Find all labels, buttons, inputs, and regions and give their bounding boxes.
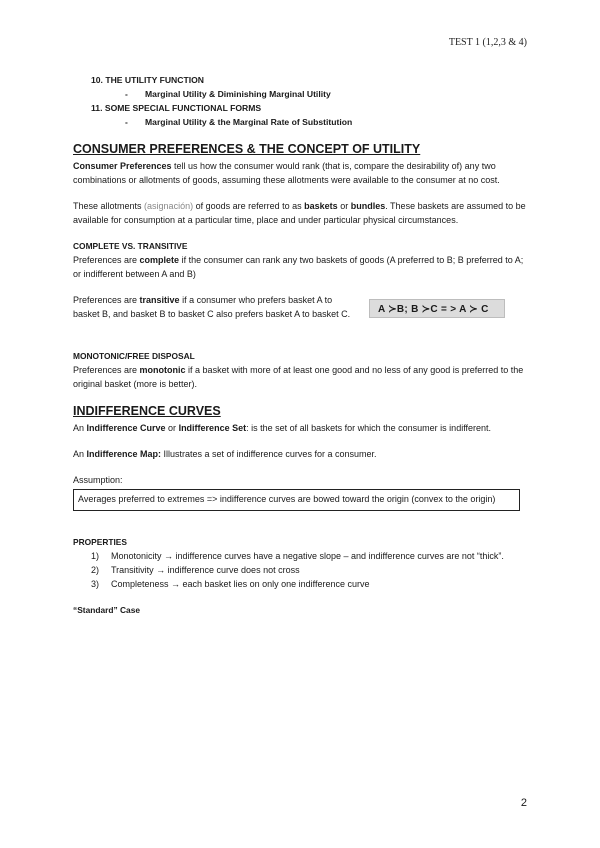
running-header: TEST 1 (1,2,3 & 4) [448, 37, 527, 48]
term-indifference-curve: Indifference Curve [86, 423, 166, 433]
term-baskets: baskets [304, 201, 338, 211]
paragraph-text: or [165, 423, 179, 433]
list-text: Completeness → each basket lies on only one indifference curve [111, 579, 370, 589]
paragraph-text: . These baskets are assumed to be available for consumption at a particular time, place and under particular physical circumstances. [73, 201, 526, 225]
list-number: 1) [91, 551, 100, 561]
term-transitive: transitive [139, 295, 180, 305]
paragraph-monotonic [73, 363, 528, 391]
paragraph-complete [73, 253, 528, 281]
term-consumer-preferences: Consumer Preferences [73, 161, 172, 171]
paragraph-text: Illustrates a set of indifference curves for a consumer. [161, 449, 377, 459]
toc-subitem-text: Marginal Utility & the Marginal Rate of Substitution [145, 117, 353, 127]
paragraph-baskets [73, 199, 528, 227]
paragraph-transitive [73, 293, 358, 321]
list-item [73, 549, 528, 563]
paragraph-text: of goods are referred to as [193, 201, 305, 211]
paragraph-text: An [73, 449, 87, 459]
section-title-preferences: CONSUMER PREFERENCES & THE CONCEPT OF UTILITY [73, 142, 421, 156]
properties-list [73, 549, 528, 591]
term-monotonic: monotonic [139, 365, 186, 375]
toc-dash: - [125, 89, 128, 99]
term-complete: complete [139, 255, 180, 265]
subheading-complete-transitive: COMPLETE VS. TRANSITIVE [73, 241, 188, 251]
toc-item-10: 10. THE UTILITY FUNCTION [91, 75, 204, 85]
subheading-monotonic: MONOTONIC/FREE DISPOSAL [73, 351, 195, 361]
transitive-row [73, 293, 528, 337]
term-bundles: bundles [350, 201, 386, 211]
paragraph-text: if a basket with more of at least one good and no less of any good is preferred to the original basket (more is better). [73, 365, 524, 389]
paragraph-consumer-preferences [73, 159, 528, 187]
toc-dash: - [125, 117, 128, 127]
paragraph-text: These allotments [73, 201, 145, 211]
toc-subitem-10 [73, 87, 528, 101]
paragraph-text: if a consumer who prefers basket A to basket B, and basket B to basket C also prefers basket A to basket C. [73, 295, 351, 319]
subheading-properties: PROPERTIES [73, 537, 127, 547]
paragraph-text: An [73, 423, 87, 433]
assumption-label: Assumption: [73, 475, 123, 485]
translation-note: (asignación) [144, 201, 194, 211]
section-title-indifference: INDIFFERENCE CURVES [73, 404, 221, 418]
list-item [73, 563, 528, 577]
toc-subitem-11 [73, 115, 528, 129]
transitivity-formula: A ≻B; B ≻C = > A ≻ C [369, 299, 505, 318]
paragraph-text: or [337, 201, 351, 211]
toc-subitem-text: Marginal Utility & Diminishing Marginal Utility [145, 89, 331, 99]
term-indifference-set: Indifference Set [178, 423, 247, 433]
assumption-box: Averages preferred to extremes => indifference curves are bowed toward the origin (convex to the origin) [73, 489, 520, 511]
paragraph-indifference-curve [73, 421, 528, 435]
term-indifference-map: Indifference Map: [86, 449, 162, 459]
paragraph-text: : is the set of all baskets for which the consumer is indifferent. [246, 423, 492, 433]
paragraph-text: Preferences are [73, 365, 140, 375]
subheading-standard-case: “Standard” Case [73, 605, 141, 615]
list-text: Transitivity → indifference curve does not cross [111, 565, 300, 575]
list-number: 2) [91, 565, 100, 575]
paragraph-text: Preferences are [73, 255, 140, 265]
page-content [73, 73, 528, 617]
paragraph-text: tell us how the consumer would rank (that is, compare the desirability of) any two combinations or allotments of goods, assuming these allotments were available to the consumer at no cost. [73, 161, 500, 185]
paragraph-indifference-map [73, 447, 528, 461]
page-number: 2 [520, 797, 527, 809]
list-number: 3) [91, 579, 100, 589]
paragraph-text: Preferences are [73, 295, 140, 305]
toc-item-11: 11. SOME SPECIAL FUNCTIONAL FORMS [91, 103, 262, 113]
paragraph-text: if the consumer can rank any two baskets of goods (A preferred to B; B preferred to A; or indifferent between A and B) [73, 255, 524, 279]
list-item [73, 577, 528, 591]
list-text: Monotonicity → indifference curves have a negative slope – and indifference curves are not “thick”. [111, 551, 504, 561]
